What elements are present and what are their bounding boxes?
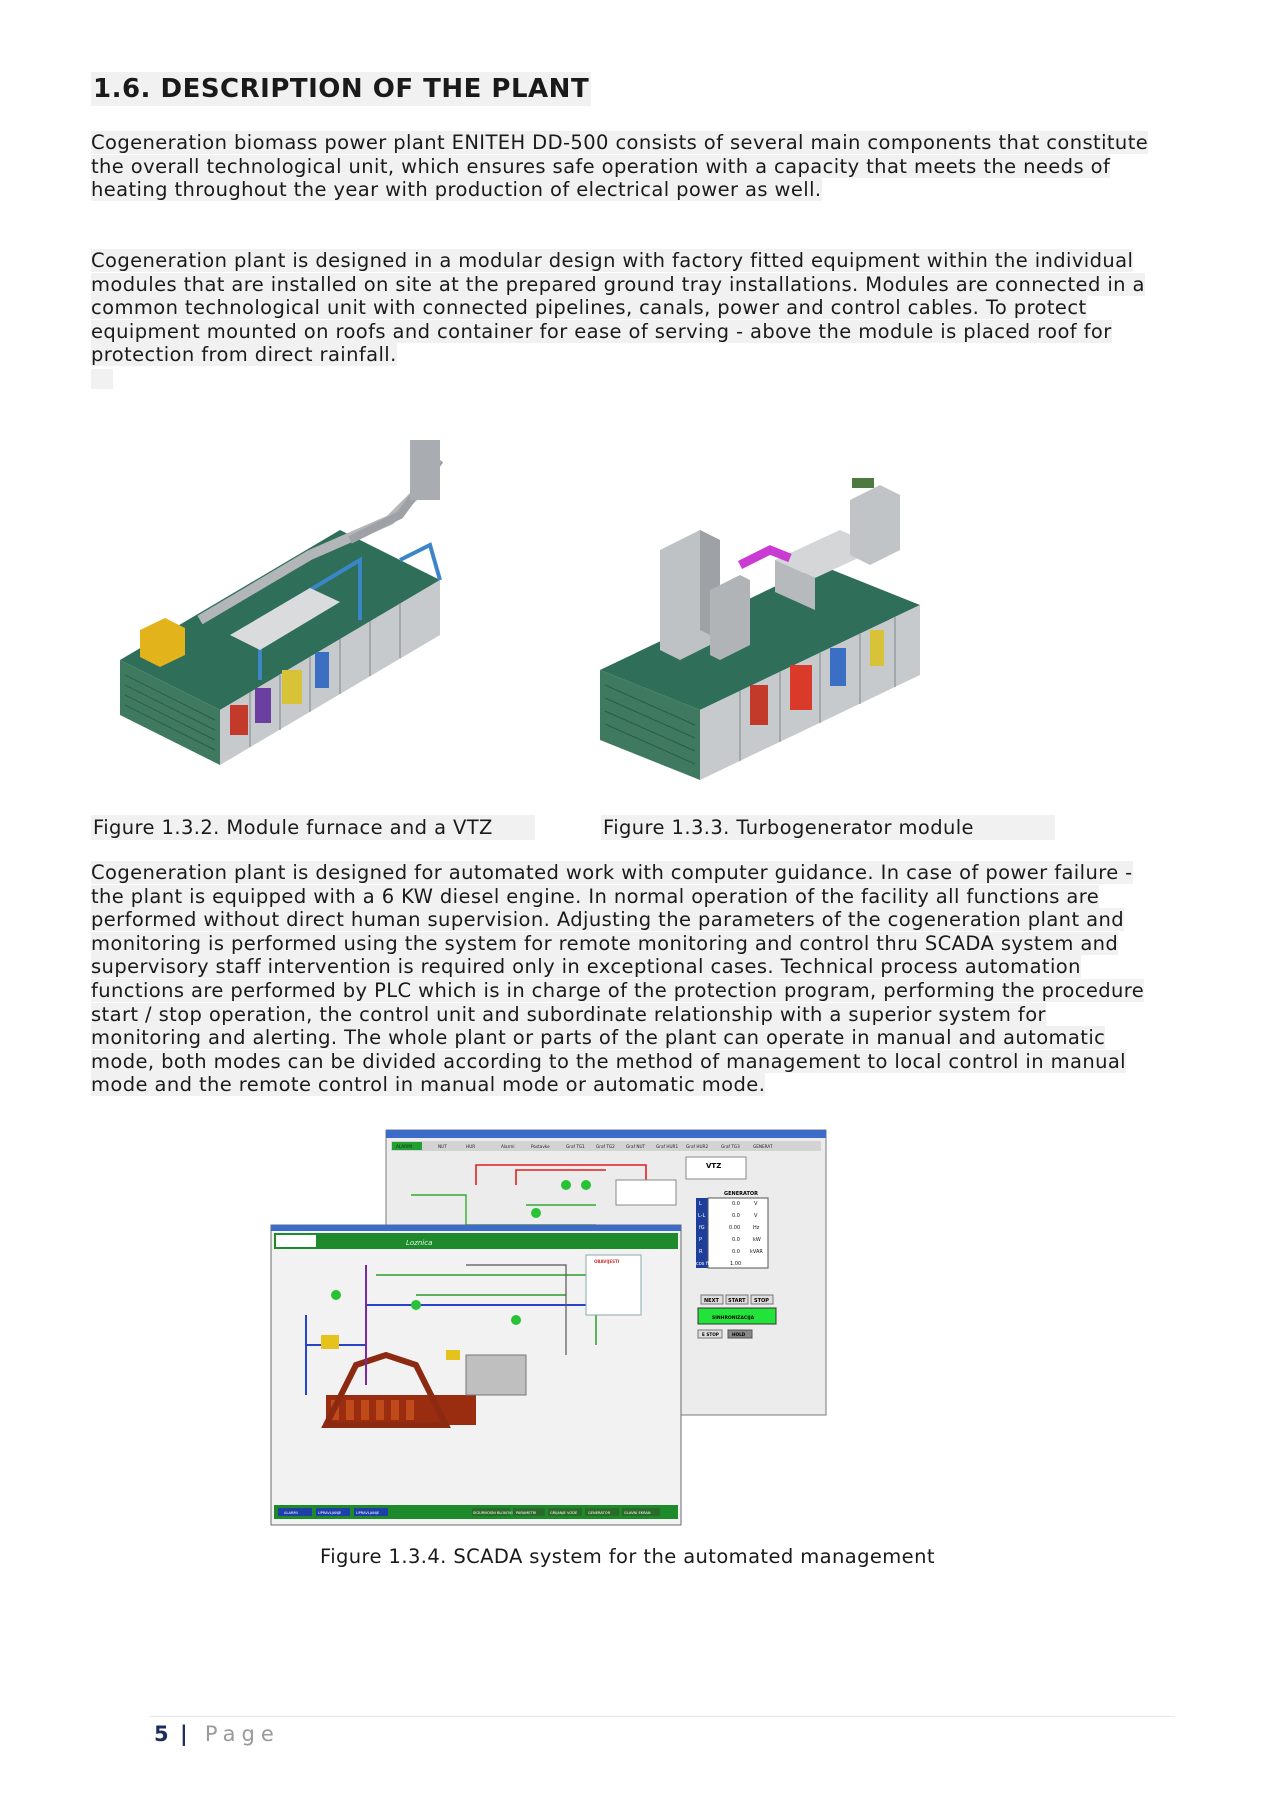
gen-value: 1.00 (730, 1261, 742, 1267)
text-line: modules that are installed on site at the prepared ground tray installations. Modules are connected in a (91, 272, 1145, 296)
scada-bottom-tab[interactable]: UPRAVLJANJE (356, 1511, 380, 1515)
text-line: supervisory staff intervention is required only in exceptional cases. Technical process automation (91, 955, 1081, 979)
text-line: Cogeneration plant is designed for automated work with computer guidance. In case of power failure - (91, 861, 1133, 884)
next-button[interactable]: NEXT (704, 1298, 719, 1304)
scada-tab[interactable]: NUT (438, 1144, 447, 1149)
text-line: mode, both modes can be divided according to the method of management to local control in manual (91, 1049, 1127, 1073)
figure-module-furnace (110, 420, 530, 790)
text-line: heating throughout the year with production of electrical power as well. (91, 178, 822, 202)
scada-tab[interactable]: Graf HUR1 (656, 1144, 679, 1149)
scada-bottom-tab[interactable]: ALARMI (284, 1511, 298, 1515)
gen-value: 0.0 (732, 1237, 740, 1243)
scada-tab[interactable]: HUR (466, 1144, 476, 1149)
scada-tab[interactable]: Alarmi (501, 1144, 515, 1149)
gen-value: 0.00 (729, 1225, 741, 1231)
text-line: equipment mounted on roofs and container for ease of serving - above the module is placed roof for (91, 319, 1112, 343)
text-line: common technological unit with connected pipelines, canals, power and control cables. To protect (91, 296, 1087, 320)
text-line: performed without direct human supervision. Adjusting the parameters of the cogeneration plant and (91, 908, 1124, 932)
text-line: start / stop operation, the control unit and subordinate relationship with a superior system for (91, 1002, 1046, 1026)
figure-turbogenerator-module (590, 470, 940, 800)
scada-bottom-tab[interactable]: UPRAVLJANJE (318, 1511, 342, 1515)
scada-front-title: Loznica (406, 1239, 433, 1247)
gen-label: cos fi (696, 1261, 710, 1267)
figure-caption: Figure 1.3.3. Turbogenerator module (601, 815, 1055, 840)
text-line: protection from direct rainfall. (91, 343, 397, 367)
scada-tab[interactable]: Graf TG1 (566, 1144, 585, 1149)
page-number: 5 (154, 1722, 171, 1746)
gen-label: L-L (698, 1213, 706, 1219)
hold-button[interactable]: HOLD (732, 1332, 746, 1337)
text-line: the plant is equipped with a 6 KW diesel engine. In normal operation of the facility all functions are (91, 884, 1100, 908)
estop-button[interactable]: E STOP (702, 1332, 719, 1337)
figure-scada-screens (266, 1105, 836, 1535)
footer-separator: | (179, 1722, 190, 1746)
gen-label: P (699, 1237, 703, 1243)
gen-unit: Hz (753, 1225, 760, 1231)
scada-bottom-tab[interactable]: GENERATOR (588, 1511, 611, 1515)
page-word: Page (204, 1722, 280, 1746)
gen-value: 0.0 (732, 1249, 740, 1255)
scada-bottom-tab[interactable]: SIGURNOSNI BLOKOVI (473, 1511, 513, 1515)
figure-caption: Figure 1.3.4. SCADA system for the automated management (320, 1545, 935, 1568)
empty-highlight (91, 369, 113, 389)
figure-caption: Figure 1.3.2. Module furnace and a VTZ (91, 815, 535, 840)
gen-label: R (699, 1249, 703, 1255)
scada-tab[interactable]: GENERAT (753, 1144, 773, 1149)
scada-tab[interactable]: Graf TG3 (721, 1144, 740, 1149)
scada-tab[interactable]: Graf NUT (626, 1144, 646, 1149)
stop-button[interactable]: STOP (754, 1298, 769, 1304)
text-line: the overall technological unit, which ensures safe operation with a capacity that meets the needs of (91, 154, 1111, 178)
gen-label: L (699, 1201, 702, 1207)
paragraph-automation (91, 861, 1171, 1097)
text-line: mode and the remote control in manual mode or automatic mode. (91, 1073, 766, 1097)
gen-unit: V (754, 1213, 758, 1219)
scada-bottom-tab[interactable]: GRIJANJE VODE (550, 1511, 578, 1515)
gen-value: 0.0 (732, 1213, 740, 1219)
scada-bottom-tab[interactable]: GLAVNI EKRAN (624, 1511, 651, 1515)
scada-front-window (271, 1225, 681, 1525)
gen-label: fG (699, 1225, 705, 1231)
gen-unit: V (754, 1201, 758, 1207)
footer-divider (150, 1716, 1175, 1717)
scada-tab[interactable]: Graf HUR2 (686, 1144, 709, 1149)
scada-generator-title: GENERATOR (724, 1191, 758, 1197)
text-line: Cogeneration biomass power plant ENITEH DD-500 consists of several main components that constitute (91, 131, 1149, 154)
section-heading: 1.6. DESCRIPTION OF THE PLANT (93, 74, 590, 104)
text-line: monitoring is performed using the system for remote monitoring and control thru SCADA system and (91, 931, 1119, 955)
gen-unit: kW (753, 1237, 761, 1243)
paragraph-plant-overview (91, 131, 1171, 202)
start-button[interactable]: START (728, 1298, 746, 1304)
sync-button[interactable]: SINHRONIZACIJA (712, 1316, 755, 1321)
notifications-title: OBAVIJESTI (594, 1259, 620, 1264)
paragraph-modular-design (91, 249, 1171, 367)
scada-tab[interactable]: ALARMI (396, 1144, 412, 1149)
gen-value: 0.0 (732, 1201, 740, 1207)
text-line: monitoring and alerting. The whole plant or parts of the plant can operate in manual and automatic (91, 1026, 1106, 1050)
gen-unit: kVAR (750, 1249, 763, 1255)
text-line: functions are performed by PLC which is in charge of the protection program, performing the procedure (91, 978, 1145, 1002)
scada-vtz-title: VTZ (706, 1162, 722, 1170)
scada-bottom-tab[interactable]: PARAMETRI (516, 1511, 537, 1515)
scada-tab[interactable]: Graf TG2 (596, 1144, 615, 1149)
scada-tab[interactable]: Postavke (531, 1144, 550, 1149)
page-footer (154, 1722, 280, 1746)
text-line: Cogeneration plant is designed in a modular design with factory fitted equipment within the individual (91, 249, 1134, 272)
